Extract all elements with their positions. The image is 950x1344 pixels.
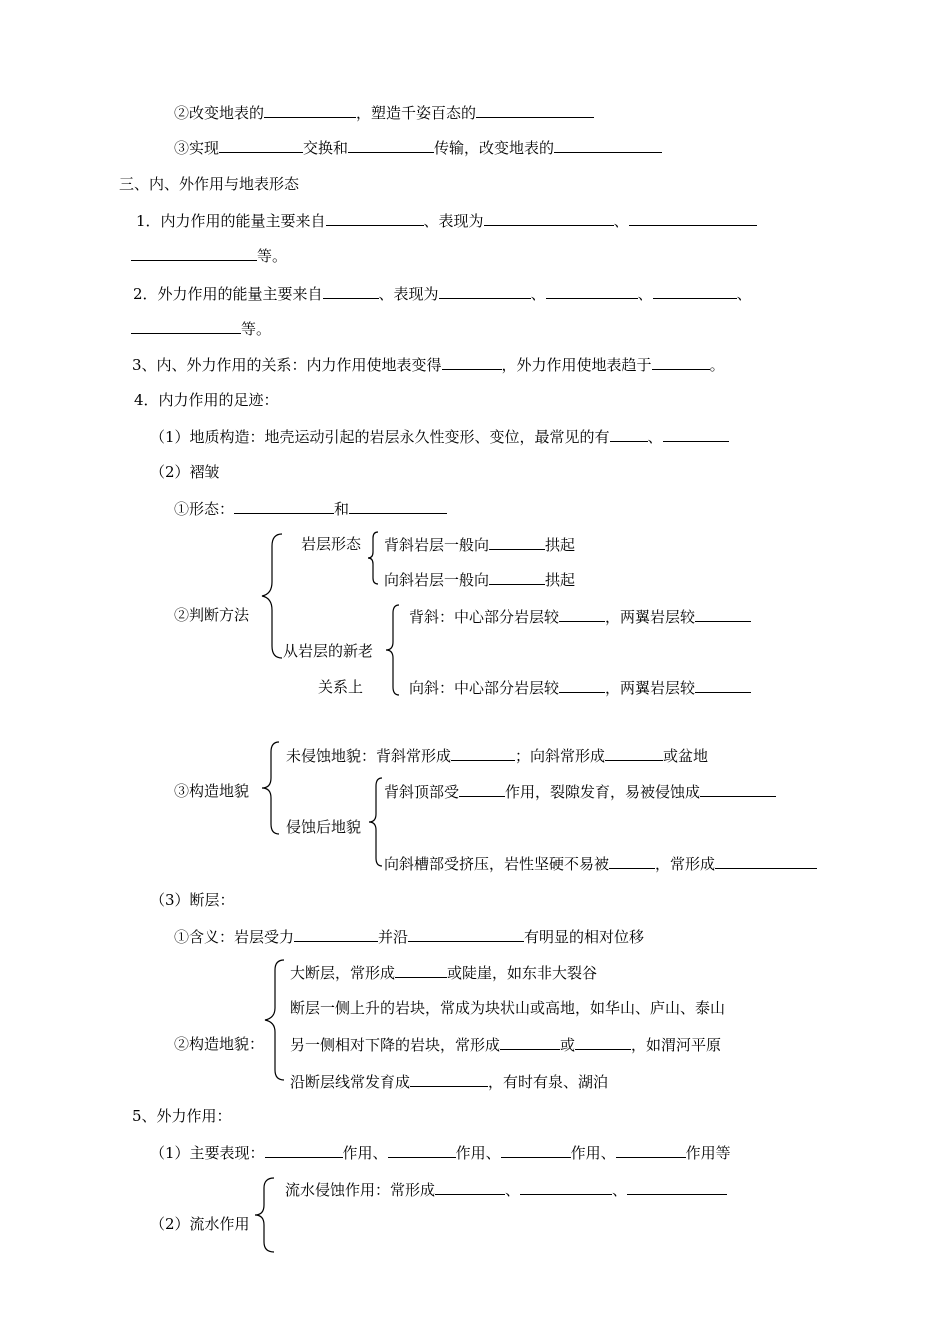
brace-strata-form bbox=[366, 530, 382, 586]
text: 作用、 bbox=[570, 1144, 616, 1162]
blank[interactable] bbox=[554, 137, 662, 153]
text: 、 bbox=[612, 1181, 628, 1199]
text: 流水侵蚀作用：常形成 bbox=[285, 1181, 436, 1199]
blank[interactable] bbox=[546, 283, 638, 299]
line-anticline-age bbox=[409, 606, 751, 627]
text: ①含义：岩层受力 bbox=[174, 928, 295, 946]
blank[interactable] bbox=[265, 1142, 343, 1158]
text: 岩层形态 bbox=[301, 535, 362, 553]
line-syncline-trough bbox=[384, 853, 817, 874]
line-external-forces bbox=[132, 1106, 232, 1126]
text: 5、外力作用： bbox=[132, 1107, 232, 1125]
blank[interactable] bbox=[695, 606, 751, 622]
text: 另一侧相对下降的岩块，常形成 bbox=[290, 1036, 501, 1054]
text: 向斜：中心部分岩层较 bbox=[409, 679, 560, 697]
brace-flowing-water bbox=[252, 1176, 280, 1254]
text: ②构造地貌： bbox=[174, 1035, 265, 1053]
text: 、 bbox=[530, 285, 546, 303]
text: 作用等 bbox=[685, 1144, 731, 1162]
text: 关系上 bbox=[318, 678, 364, 696]
line-subside-block bbox=[290, 1034, 721, 1055]
label-eroded bbox=[286, 817, 361, 837]
blank[interactable] bbox=[652, 354, 710, 370]
blank[interactable] bbox=[439, 283, 531, 299]
text: 、 bbox=[647, 428, 663, 446]
blank[interactable] bbox=[484, 210, 614, 226]
blank[interactable] bbox=[610, 426, 648, 442]
line-uneroded bbox=[286, 745, 708, 766]
blank[interactable] bbox=[131, 318, 241, 334]
label-judgement bbox=[174, 605, 249, 625]
text: 断层一侧上升的岩块，常成为块状山或高地，如华山、庐山、泰山 bbox=[290, 999, 726, 1017]
text: ，两翼岩层较 bbox=[605, 679, 696, 697]
blank[interactable] bbox=[435, 1179, 505, 1195]
line-internal-energy bbox=[136, 210, 757, 231]
blank[interactable] bbox=[410, 1071, 488, 1087]
text: 4．内力作用的足迹： bbox=[134, 391, 279, 409]
blank[interactable] bbox=[605, 745, 663, 761]
text: （2）流水作用 bbox=[150, 1215, 250, 1233]
text: （1）地质构造：地壳运动引起的岩层永久性变形、变位，最常见的有 bbox=[150, 428, 610, 446]
blank[interactable] bbox=[700, 781, 776, 797]
text: ②判断方法 bbox=[174, 606, 250, 624]
text: 作用，裂隙发育，易被侵蚀成 bbox=[505, 783, 701, 801]
text: 。 bbox=[709, 356, 725, 374]
line-internal-energy-cont bbox=[131, 245, 287, 266]
text: 向斜岩层一般向 bbox=[384, 571, 490, 589]
label-strata-age bbox=[283, 641, 373, 661]
blank[interactable] bbox=[442, 354, 502, 370]
text: 背斜岩层一般向 bbox=[384, 536, 490, 554]
label-strata-form bbox=[301, 534, 361, 554]
blank[interactable] bbox=[695, 677, 751, 693]
blank[interactable] bbox=[627, 1179, 727, 1195]
line-change-surface bbox=[174, 102, 594, 123]
text: 和 bbox=[334, 500, 350, 518]
label-relation bbox=[318, 677, 363, 697]
line-fold bbox=[150, 462, 220, 482]
blank[interactable] bbox=[326, 210, 424, 226]
blank[interactable] bbox=[294, 926, 378, 942]
text: 、表现为 bbox=[378, 285, 439, 303]
blank[interactable] bbox=[395, 962, 447, 978]
text: 沿断层线常发育成 bbox=[290, 1073, 411, 1091]
line-geologic-structure bbox=[150, 426, 729, 447]
line-fault bbox=[150, 890, 235, 910]
text: ③构造地貌 bbox=[174, 782, 250, 800]
text: ②改变地表的 bbox=[174, 104, 265, 122]
label-flowing-water bbox=[150, 1214, 250, 1234]
brace-eroded bbox=[366, 776, 386, 868]
blank[interactable] bbox=[501, 1142, 571, 1158]
text: 或盆地 bbox=[663, 747, 709, 765]
text: 作用、 bbox=[455, 1144, 501, 1162]
text: 未侵蚀地貌：背斜常形成 bbox=[286, 747, 452, 765]
line-external-energy-cont bbox=[131, 318, 271, 339]
text: ，常形成 bbox=[655, 855, 716, 873]
blank[interactable] bbox=[476, 102, 594, 118]
text: （3）断层： bbox=[150, 891, 235, 909]
blank[interactable] bbox=[408, 926, 524, 942]
blank[interactable] bbox=[559, 677, 605, 693]
text: ，有时有泉、湖泊 bbox=[488, 1073, 609, 1091]
text: 、表现为 bbox=[423, 212, 484, 230]
text: ，外力作用使地表趋于 bbox=[501, 356, 652, 374]
blank[interactable] bbox=[629, 210, 757, 226]
blank[interactable] bbox=[234, 498, 334, 514]
text: 、 bbox=[637, 285, 653, 303]
line-water-erosion bbox=[285, 1179, 727, 1200]
blank[interactable] bbox=[459, 781, 505, 797]
text: 有明显的相对位移 bbox=[524, 928, 645, 946]
brace-strata-age bbox=[383, 603, 403, 697]
section-heading bbox=[119, 174, 299, 194]
blank[interactable] bbox=[663, 426, 729, 442]
text: 大断层，常形成 bbox=[290, 964, 396, 982]
text: 传输，改变地表的 bbox=[434, 139, 555, 157]
text: ③实现 bbox=[174, 139, 220, 157]
text: 等。 bbox=[241, 320, 272, 338]
text: 从岩层的新老 bbox=[283, 642, 374, 660]
line-external-energy bbox=[133, 283, 752, 304]
blank[interactable] bbox=[520, 1179, 612, 1195]
text: （1）主要表现： bbox=[150, 1144, 265, 1162]
text: 3、内、外力作用的关系：内力作用使地表变得 bbox=[132, 356, 442, 374]
blank[interactable] bbox=[489, 569, 545, 585]
brace-fault-landform bbox=[262, 958, 290, 1082]
text: 拱起 bbox=[545, 571, 576, 589]
blank[interactable] bbox=[323, 283, 379, 299]
text: 、 bbox=[505, 1181, 521, 1199]
blank[interactable] bbox=[388, 1142, 456, 1158]
blank[interactable] bbox=[559, 606, 605, 622]
line-fault-definition bbox=[174, 926, 644, 947]
blank[interactable] bbox=[500, 1034, 560, 1050]
text: 1．内力作用的能量主要来自 bbox=[136, 212, 326, 230]
blank[interactable] bbox=[715, 853, 817, 869]
text: 并沿 bbox=[378, 928, 409, 946]
text: 作用、 bbox=[342, 1144, 388, 1162]
label-fold-landform bbox=[174, 781, 249, 801]
text: 、 bbox=[736, 285, 752, 303]
line-internal-traces bbox=[134, 390, 279, 410]
blank[interactable] bbox=[349, 498, 447, 514]
text: 2．外力作用的能量主要来自 bbox=[133, 285, 323, 303]
blank[interactable] bbox=[131, 245, 257, 261]
blank[interactable] bbox=[609, 853, 655, 869]
line-main-forms bbox=[150, 1142, 731, 1163]
text: 背斜顶部受 bbox=[384, 783, 460, 801]
text: 等。 bbox=[257, 247, 288, 265]
line-anticline-arch bbox=[384, 534, 575, 555]
line-syncline-age bbox=[409, 677, 751, 698]
line-uplift-block bbox=[290, 998, 725, 1018]
label-fault-landform bbox=[174, 1034, 264, 1054]
text: 向斜槽部受挤压，岩性坚硬不易被 bbox=[384, 855, 610, 873]
line-relationship bbox=[132, 354, 725, 375]
text: （2）褶皱 bbox=[150, 463, 220, 481]
blank[interactable] bbox=[264, 102, 356, 118]
line-big-fault bbox=[290, 962, 597, 983]
text: 或 bbox=[560, 1036, 576, 1054]
line-fold-form bbox=[174, 498, 447, 519]
line-anticline-top bbox=[384, 781, 776, 802]
heading-text: 三、内、外作用与地表形态 bbox=[119, 175, 300, 193]
text: ，两翼岩层较 bbox=[605, 608, 696, 626]
brace-fold-landform bbox=[259, 740, 285, 836]
blank[interactable] bbox=[489, 534, 545, 550]
text: 、 bbox=[613, 212, 629, 230]
blank[interactable] bbox=[348, 137, 434, 153]
text: 拱起 bbox=[545, 536, 576, 554]
blank[interactable] bbox=[451, 745, 515, 761]
text: 或陡崖，如东非大裂谷 bbox=[447, 964, 598, 982]
blank[interactable] bbox=[219, 137, 303, 153]
text: 侵蚀后地貌 bbox=[286, 818, 362, 836]
line-fault-valley bbox=[290, 1071, 608, 1092]
blank[interactable] bbox=[653, 283, 737, 299]
blank[interactable] bbox=[616, 1142, 686, 1158]
line-exchange bbox=[174, 137, 662, 158]
text: 背斜：中心部分岩层较 bbox=[409, 608, 560, 626]
text: ，塑造千姿百态的 bbox=[356, 104, 477, 122]
text: ①形态： bbox=[174, 500, 235, 518]
text: ，如渭河平原 bbox=[631, 1036, 722, 1054]
blank[interactable] bbox=[575, 1034, 631, 1050]
text: 交换和 bbox=[303, 139, 349, 157]
text: ；向斜常形成 bbox=[515, 747, 606, 765]
line-syncline-arch bbox=[384, 569, 575, 590]
